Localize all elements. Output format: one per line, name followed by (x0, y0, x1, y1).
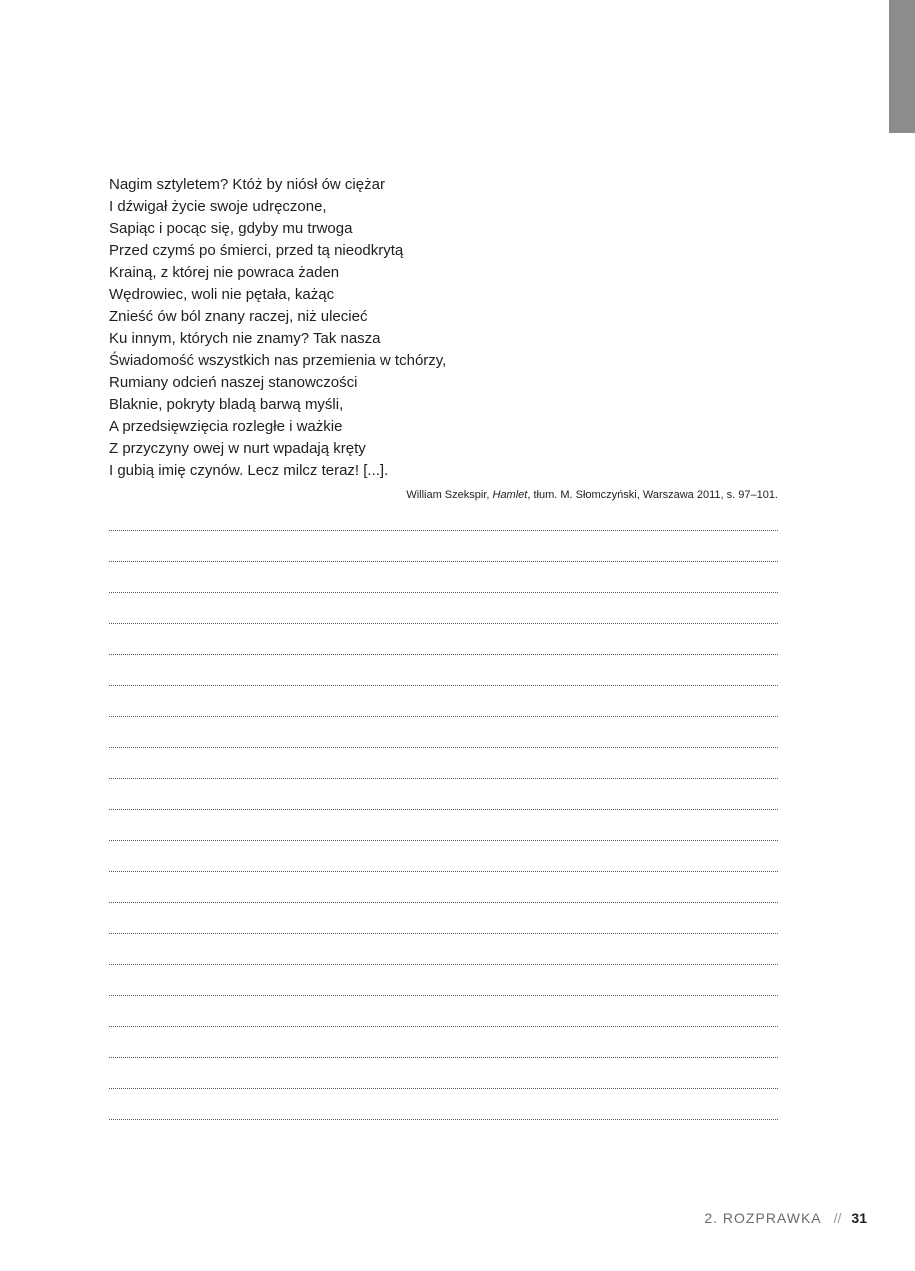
answer-line[interactable] (109, 623, 778, 624)
source-citation (109, 487, 778, 503)
page-number: 31 (851, 1210, 867, 1226)
answer-line[interactable] (109, 871, 778, 872)
poem-line: I dźwigał życie swoje udręczone, (109, 198, 327, 215)
answer-line[interactable] (109, 716, 778, 717)
answer-line[interactable] (109, 840, 778, 841)
answer-line[interactable] (109, 964, 778, 965)
answer-line[interactable] (109, 995, 778, 996)
poem-line: Nagim sztyletem? Któż by niósł ów ciężar (109, 176, 385, 193)
poem-excerpt (109, 174, 669, 482)
poem-line: Świadomość wszystkich nas przemienia w tchórzy, (109, 352, 447, 369)
answer-line[interactable] (109, 685, 778, 686)
poem-line: Wędrowiec, woli nie pętała, każąc (109, 286, 335, 303)
answer-line[interactable] (109, 747, 778, 748)
poem-line: Znieść ów ból znany raczej, niż ulecieć (109, 308, 368, 325)
citation-title: Hamlet (492, 489, 528, 501)
answer-line[interactable] (109, 1088, 778, 1089)
chapter-side-tab (889, 0, 915, 133)
answer-line[interactable] (109, 809, 778, 810)
footer-separator: // (833, 1210, 842, 1226)
answer-line[interactable] (109, 933, 778, 934)
answer-writing-area[interactable] (109, 530, 778, 1150)
page-footer (704, 1208, 867, 1228)
poem-line: Z przyczyny owej w nurt wpadają kręty (109, 440, 366, 457)
poem-line: Rumiany odcień naszej stanowczości (109, 374, 358, 391)
answer-line[interactable] (109, 778, 778, 779)
citation-author: William Szekspir, (406, 489, 493, 501)
poem-line: Ku innym, których nie znamy? Tak nasza (109, 330, 381, 347)
answer-line[interactable] (109, 902, 778, 903)
poem-line: Krainą, z której nie powraca żaden (109, 264, 340, 281)
answer-line[interactable] (109, 1026, 778, 1027)
answer-line[interactable] (109, 1057, 778, 1058)
poem-line: I gubią imię czynów. Lecz milcz teraz! [...]. (109, 462, 389, 479)
answer-line[interactable] (109, 592, 778, 593)
citation-details: , tłum. M. Słomczyński, Warszawa 2011, s. 97–101. (527, 489, 778, 501)
answer-line[interactable] (109, 654, 778, 655)
answer-line[interactable] (109, 561, 778, 562)
section-title: 2. ROZPRAWKA (704, 1210, 822, 1226)
poem-line: Blaknie, pokryty bladą barwą myśli, (109, 396, 344, 413)
answer-line[interactable] (109, 530, 778, 531)
poem-line: Sapiąc i pocąc się, gdyby mu trwoga (109, 220, 353, 237)
poem-line: Przed czymś po śmierci, przed tą nieodkrytą (109, 242, 404, 259)
answer-line[interactable] (109, 1119, 778, 1120)
poem-line: A przedsięwzięcia rozległe i ważkie (109, 418, 343, 435)
